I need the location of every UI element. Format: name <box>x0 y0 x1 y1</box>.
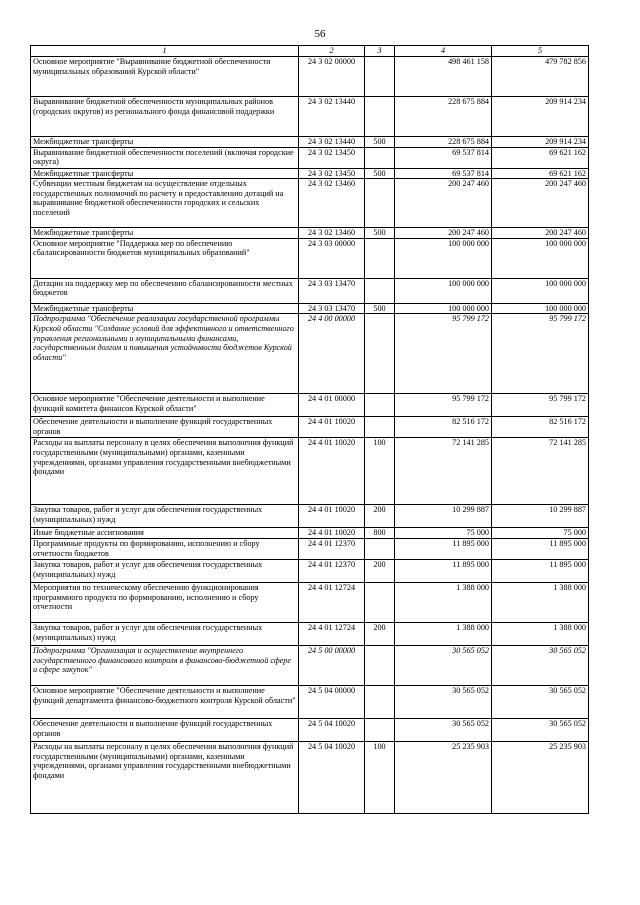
table-row <box>31 303 589 314</box>
table-row <box>31 228 589 239</box>
row-amount-year1-cell: 30 565 052 <box>395 718 492 741</box>
row-amount-year1-cell: 95 799 172 <box>395 314 492 394</box>
header-cell: 4 <box>395 46 492 57</box>
row-expense-type-cell <box>365 582 395 622</box>
row-code-cell: 24 3 03 13470 <box>299 278 365 303</box>
row-code-cell: 24 3 02 00000 <box>299 57 365 97</box>
row-amount-year2-cell: 479 782 856 <box>492 57 589 97</box>
row-expense-type-cell <box>365 314 395 394</box>
row-expense-type-cell: 500 <box>365 137 395 148</box>
row-amount-year1-cell: 69 537 814 <box>395 168 492 179</box>
table-row <box>31 528 589 539</box>
row-expense-type-cell: 100 <box>365 741 395 813</box>
row-amount-year1-cell: 10 299 887 <box>395 505 492 528</box>
table-row <box>31 394 589 417</box>
row-expense-type-cell <box>365 278 395 303</box>
table-row <box>31 278 589 303</box>
row-amount-year2-cell: 95 799 172 <box>492 394 589 417</box>
row-name-cell: Подпрограмма "Организация и осуществление внутреннего государственного финансового контроля в финансово-бюджетной сфере и сфере закупок" <box>31 645 299 685</box>
row-code-cell: 24 5 04 10020 <box>299 718 365 741</box>
row-expense-type-cell <box>365 97 395 137</box>
row-expense-type-cell <box>365 179 395 228</box>
header-row <box>31 46 589 57</box>
row-amount-year1-cell: 69 537 814 <box>395 147 492 168</box>
row-expense-type-cell <box>365 394 395 417</box>
table-row <box>31 645 589 685</box>
header-cell: 2 <box>299 46 365 57</box>
row-name-cell: Закупка товаров, работ и услуг для обеспечения государственных (муниципальных) нужд <box>31 505 299 528</box>
row-amount-year1-cell: 200 247 460 <box>395 228 492 239</box>
row-code-cell: 24 4 01 10020 <box>299 528 365 539</box>
row-expense-type-cell: 200 <box>365 559 395 582</box>
row-amount-year2-cell: 200 247 460 <box>492 228 589 239</box>
row-expense-type-cell <box>365 718 395 741</box>
row-amount-year1-cell: 100 000 000 <box>395 303 492 314</box>
row-name-cell: Основное мероприятие "Обеспечение деятельности и выполнение функций департамента финансово-бюджетного контроля Курской области" <box>31 685 299 718</box>
row-amount-year2-cell: 30 565 052 <box>492 718 589 741</box>
row-name-cell: Субвенции местным бюджетам на осуществление отдельных государственных полномочий по расчету и предоставлению дотаций на выравнивание бюджетной обеспеченности городских и сельских поселений <box>31 179 299 228</box>
row-expense-type-cell: 200 <box>365 505 395 528</box>
row-code-cell: 24 3 02 13450 <box>299 168 365 179</box>
row-expense-type-cell: 800 <box>365 528 395 539</box>
row-name-cell: Закупка товаров, работ и услуг для обеспечения государственных (муниципальных) нужд <box>31 559 299 582</box>
row-amount-year2-cell: 95 799 172 <box>492 314 589 394</box>
row-amount-year2-cell: 69 621 162 <box>492 147 589 168</box>
row-amount-year2-cell: 11 895 000 <box>492 538 589 559</box>
header-cell: 1 <box>31 46 299 57</box>
row-amount-year1-cell: 228 675 884 <box>395 97 492 137</box>
row-code-cell: 24 4 01 12724 <box>299 622 365 645</box>
row-code-cell: 24 5 04 00000 <box>299 685 365 718</box>
row-name-cell: Дотации на поддержку мер по обеспечению сбалансированности местных бюджетов <box>31 278 299 303</box>
row-amount-year2-cell: 1 388 000 <box>492 622 589 645</box>
row-expense-type-cell: 500 <box>365 168 395 179</box>
row-code-cell: 24 3 03 13470 <box>299 303 365 314</box>
row-name-cell: Мероприятия по техническому обеспечению функционирования программного продукта по формированию, исполнению и сбору отчетности <box>31 582 299 622</box>
row-expense-type-cell <box>365 238 395 278</box>
row-code-cell: 24 4 01 12724 <box>299 582 365 622</box>
row-name-cell: Расходы на выплаты персоналу в целях обеспечения выполнения функций государственными (муниципальными) органами, казенными учреждениями, органами управления государственными внебюджетными фондами <box>31 741 299 813</box>
row-amount-year2-cell: 100 000 000 <box>492 278 589 303</box>
row-amount-year1-cell: 82 516 172 <box>395 417 492 438</box>
row-expense-type-cell <box>365 417 395 438</box>
row-amount-year2-cell: 11 895 000 <box>492 559 589 582</box>
row-amount-year2-cell: 25 235 903 <box>492 741 589 813</box>
header-cell: 3 <box>365 46 395 57</box>
row-amount-year1-cell: 25 235 903 <box>395 741 492 813</box>
row-code-cell: 24 4 00 00000 <box>299 314 365 394</box>
row-code-cell: 24 4 01 10020 <box>299 417 365 438</box>
row-amount-year1-cell: 200 247 460 <box>395 179 492 228</box>
row-amount-year2-cell: 200 247 460 <box>492 179 589 228</box>
header-cell: 5 <box>492 46 589 57</box>
table-row <box>31 314 589 394</box>
table-row <box>31 559 589 582</box>
row-amount-year1-cell: 100 000 000 <box>395 238 492 278</box>
row-amount-year1-cell: 95 799 172 <box>395 394 492 417</box>
row-expense-type-cell <box>365 57 395 97</box>
row-code-cell: 24 3 02 13460 <box>299 228 365 239</box>
row-code-cell: 24 4 01 00000 <box>299 394 365 417</box>
row-code-cell: 24 3 02 13460 <box>299 179 365 228</box>
table-row <box>31 685 589 718</box>
table-row <box>31 179 589 228</box>
row-amount-year2-cell: 100 000 000 <box>492 238 589 278</box>
row-name-cell: Межбюджетные трансферты <box>31 168 299 179</box>
row-amount-year1-cell: 30 565 052 <box>395 685 492 718</box>
table-row <box>31 417 589 438</box>
row-amount-year1-cell: 498 461 158 <box>395 57 492 97</box>
row-amount-year2-cell: 209 914 234 <box>492 97 589 137</box>
row-amount-year2-cell: 100 000 000 <box>492 303 589 314</box>
table-row <box>31 137 589 148</box>
row-name-cell: Обеспечение деятельности и выполнение функций государственных органов <box>31 417 299 438</box>
row-expense-type-cell <box>365 645 395 685</box>
row-code-cell: 24 4 01 10020 <box>299 505 365 528</box>
row-amount-year1-cell: 100 000 000 <box>395 278 492 303</box>
row-expense-type-cell <box>365 685 395 718</box>
row-amount-year2-cell: 30 565 052 <box>492 645 589 685</box>
row-amount-year2-cell: 75 000 <box>492 528 589 539</box>
table-row <box>31 741 589 813</box>
row-amount-year1-cell: 1 388 000 <box>395 622 492 645</box>
row-amount-year1-cell: 228 675 884 <box>395 137 492 148</box>
row-name-cell: Основное мероприятие "Обеспечение деятельности и выполнение функций комитета финансов Курской области" <box>31 394 299 417</box>
row-name-cell: Обеспечение деятельности и выполнение функций государственных органов <box>31 718 299 741</box>
row-amount-year1-cell: 72 141 285 <box>395 438 492 505</box>
row-code-cell: 24 3 02 13440 <box>299 137 365 148</box>
budget-table <box>30 45 589 814</box>
row-code-cell: 24 5 00 00000 <box>299 645 365 685</box>
row-expense-type-cell: 500 <box>365 303 395 314</box>
row-code-cell: 24 3 02 13450 <box>299 147 365 168</box>
row-amount-year2-cell: 72 141 285 <box>492 438 589 505</box>
row-amount-year2-cell: 209 914 234 <box>492 137 589 148</box>
table-row <box>31 97 589 137</box>
table-row <box>31 438 589 505</box>
row-amount-year1-cell: 1 388 000 <box>395 582 492 622</box>
row-expense-type-cell: 100 <box>365 438 395 505</box>
row-code-cell: 24 4 01 10020 <box>299 438 365 505</box>
row-amount-year2-cell: 82 516 172 <box>492 417 589 438</box>
table-row <box>31 622 589 645</box>
row-name-cell: Межбюджетные трансферты <box>31 303 299 314</box>
row-name-cell: Основное мероприятие "Выравнивание бюджетной обеспеченности муниципальных образований Курской области" <box>31 57 299 97</box>
row-name-cell: Закупка товаров, работ и услуг для обеспечения государственных (муниципальных) нужд <box>31 622 299 645</box>
table-row <box>31 582 589 622</box>
table-row <box>31 57 589 97</box>
row-name-cell: Межбюджетные трансферты <box>31 228 299 239</box>
row-expense-type-cell <box>365 147 395 168</box>
row-expense-type-cell: 500 <box>365 228 395 239</box>
row-amount-year2-cell: 30 565 052 <box>492 685 589 718</box>
row-name-cell: Выравнивание бюджетной обеспеченности поселений (включая городские округа) <box>31 147 299 168</box>
table-row <box>31 538 589 559</box>
table-row <box>31 147 589 168</box>
row-amount-year2-cell: 1 388 000 <box>492 582 589 622</box>
row-amount-year2-cell: 10 299 887 <box>492 505 589 528</box>
row-amount-year1-cell: 75 000 <box>395 528 492 539</box>
row-code-cell: 24 5 04 10020 <box>299 741 365 813</box>
row-code-cell: 24 4 01 12370 <box>299 538 365 559</box>
row-name-cell: Межбюджетные трансферты <box>31 137 299 148</box>
row-name-cell: Основное мероприятие "Поддержка мер по обеспечению сбалансированности бюджетов муниципальных образований" <box>31 238 299 278</box>
row-code-cell: 24 3 02 13440 <box>299 97 365 137</box>
row-amount-year1-cell: 30 565 052 <box>395 645 492 685</box>
table-row <box>31 238 589 278</box>
row-expense-type-cell <box>365 538 395 559</box>
row-amount-year2-cell: 69 621 162 <box>492 168 589 179</box>
row-name-cell: Программные продукты по формированию, исполнению и сбору отчетности бюджетов <box>31 538 299 559</box>
table-row <box>31 718 589 741</box>
row-amount-year1-cell: 11 895 000 <box>395 559 492 582</box>
row-amount-year1-cell: 11 895 000 <box>395 538 492 559</box>
page-number: 56 <box>314 28 326 40</box>
row-name-cell: Подпрограмма "Обеспечение реализации государственной программы Курской области "Создание условий для эффективного и ответственного управления региональными и муниципальными финансами, государственным долгом и повышения устойчивости бюджетов Курской области" <box>31 314 299 394</box>
table-row <box>31 505 589 528</box>
row-name-cell: Выравнивание бюджетной обеспеченности муниципальных районов (городских округов) из регионального фонда финансовой поддержки <box>31 97 299 137</box>
row-name-cell: Иные бюджетные ассигнования <box>31 528 299 539</box>
row-code-cell: 24 3 03 00000 <box>299 238 365 278</box>
row-name-cell: Расходы на выплаты персоналу в целях обеспечения выполнения функций государственными (муниципальными) органами, казенными учреждениями, органами управления государственными внебюджетными фондами <box>31 438 299 505</box>
row-expense-type-cell: 200 <box>365 622 395 645</box>
table-row <box>31 168 589 179</box>
row-code-cell: 24 4 01 12370 <box>299 559 365 582</box>
